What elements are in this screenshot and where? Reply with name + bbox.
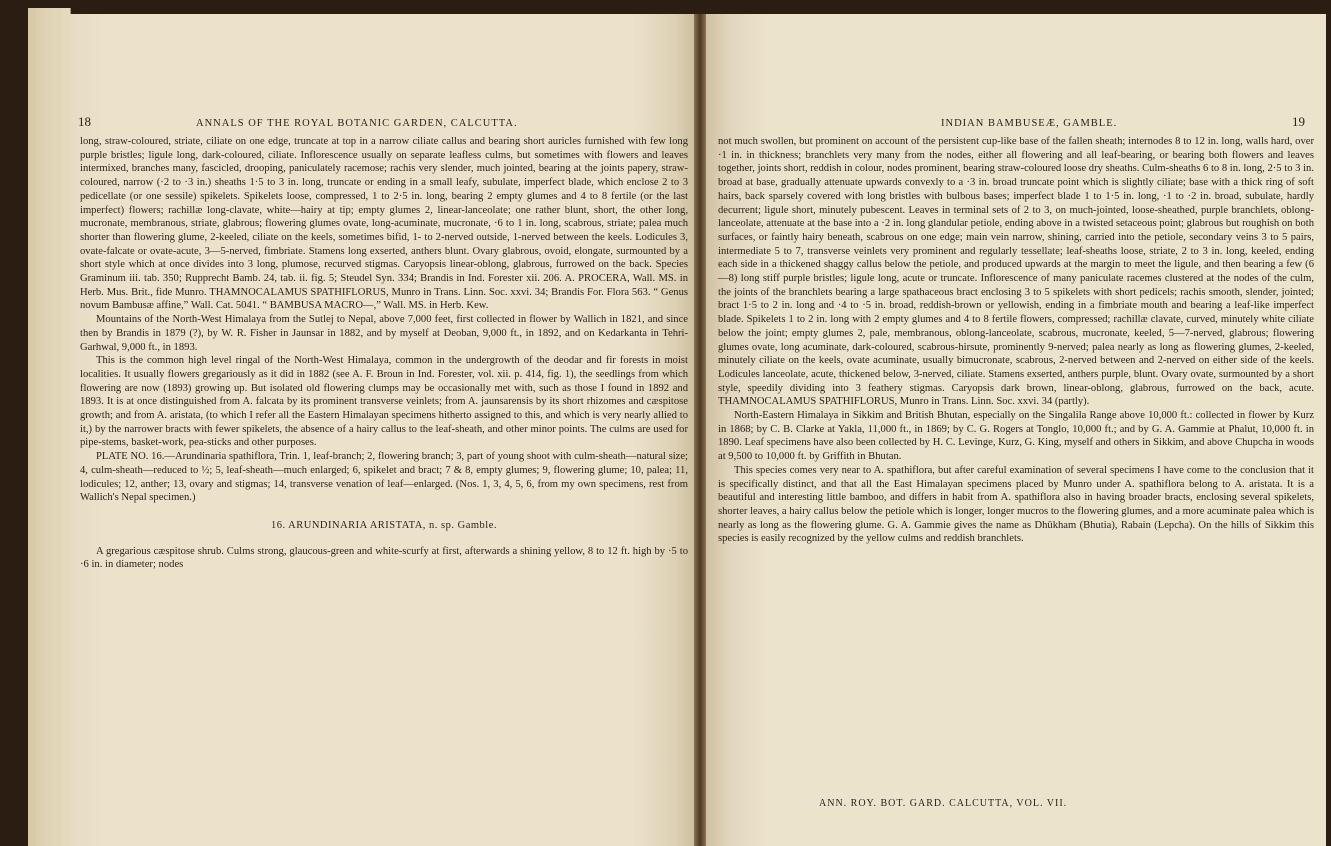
page-body bbox=[718, 135, 1314, 546]
left-page bbox=[70, 14, 694, 846]
paragraph: North-Eastern Himalaya in Sikkim and British Bhutan, especially on the Singalila Range above 10,000 ft.: collected in flower by Kurz in 1868; by C. B. Clarke at Yakla, 11,000 ft., in 1869; by C. G. Rogers at Tonglo, 10,000 ft.; and by G. A. Gammie at Phalut, 10,000 ft. in 1890. Leaf specimens have also been collected by H. C. Levinge, Kurz, G. King, myself and others in Sikkim, and above Chupcha in woods at 9,500 to 10,000 ft. by Griffith in Bhutan. bbox=[718, 410, 1314, 463]
page-body bbox=[80, 135, 688, 572]
paragraph: Mountains of the North-West Himalaya from the Sutlej to Nepal, above 7,000 feet, first collected in flower by Wallich in 1821, and since then by Brandis in 1879 (?), by W. R. Fisher in Jaunsar in 1882, and by myself at Deoban, 9,000 ft., in 1892, and on Kedarkanta in Tehri-Garhwal, 9,000 ft., in 1893. bbox=[80, 314, 688, 353]
paragraph: This is the common high level ringal of the North-West Himalaya, common in the undergrowth of the deodar and fir forests in moist localities. It usually flowers gregariously as it did in 1882 (see A. F. Broun in Ind. Forester, vol. xii. p. 414, fig. 1), the seedlings from which flowering are now (1893) growing up. But isolated old flowering clumps may be occasionally met with, such as those I found in 1892 and 1893. It is at once distinguished from A. falcata by its prominent transverse veinlets; from A. jaunsarensis by its short rhizomes and cæspitose growth; and from A. aristata, (to which I refer all the Eastern Himalayan specimens hitherto assigned to this, and which is very nearly allied to it,) by the narrower bracts with fewer spikelets, the absence of a hairy callus to the leaf-sheath, and other minor points. The culms are used for pipe-stems, basket-work, pea-sticks and other purposes. bbox=[80, 355, 688, 449]
page-number: 18 bbox=[78, 114, 91, 129]
page-number: 19 bbox=[1292, 114, 1305, 129]
paragraph: long, straw-coloured, striate, ciliate on one edge, truncate at top in a narrow ciliate callus and bearing short auricles furnished with few long purple bristles; ligule long, dark-coloured, ciliate. Inflorescence usually on separate leafless culms, but sometimes with flowers and leaves intermixed, branches many, fascicled, drooping, paniculately racemose; rachis very slender, much jointed, bearing at the joints papery, straw-coloured, narrow (·2 to ·3 in.) sheaths 1·5 to 3 in. long, truncate or ending in a small leafy, subulate, imperfect blade, which enclose 2 to 3 pedicellate (or one sessile) spikelets. Spikelets loose, compressed, 1 to 2·5 in. long, bearing 2 empty glumes and 4 to 8 fertile (or the last imperfect) flowers; rachillæ long-clavate, white—hairy at tip; empty glumes 2, linear-lanceolate; one rather blunt, short, the other long, mucronate, membranous, striate, glabrous; flowering glumes ovate, long-acuminate, mucronate, ·6 to 1 in. long, scabrous, striate; palea much shorter than flowering glume, 2-keeled, ciliate on the keels, sometimes bifid, 1- to 2-nerved outside, 1-nerved between the keels. Lodicules 3, ovate-falcate or ovate-acute, 3—5-nerved, fimbriate. Stamens long exserted, anthers blunt. Ovary glabrous, ovoid, elongate, surmounted by a short style which at once divides into 3 long, plumose, recurved stigmas. Caryopsis linear-oblong, glabrous, furrowed on the back. Species Graminum iii. tab. 350; Rupprecht Bamb. 24, tab. ii. fig. 5; Steudel Syn. 334; Brandis in Ind. Forester xii. 206. A. PROCERA, Wall. MS. in Herb. Mus. Brit., fide Munro. THAMNOCALAMUS SPATHIFLORUS, Munro in Trans. Linn. Soc. xxvi. 34; Brandis For. Flora 563. “ Genus novum Bambusæ affine,” Wall. Cat. 5041. “ BAMBUSA MACRO—,” Wall. MS. in Herb. Kew. bbox=[80, 136, 688, 312]
paragraph: This species comes very near to A. spathiflora, but after careful examination of several specimens I have come to the conclusion that it is specifically distinct, and that all the East Himalayan specimens placed by Munro under A. spathiflora belong to A. aristata. It is a beautiful and interesting little bamboo, and differs in habit from A. spathiflora also in having broader bracts, enclosing several spikelets, shorter leaves, a hairy callus below the petiole which is longer, longer mucros to the flowering glumes, and a more acuminate palea which is nearly as long as the flowering glume. G. A. Gammie gives the name as Dhūkham (Bhutia), Rabain (Lepcha). On the hills of Sikkim this species is easily recognized by the yellow culms and reddish branchlets. bbox=[718, 464, 1314, 545]
section-title: 16. ARUNDINARIA ARISTATA, n. sp. Gamble. bbox=[271, 519, 497, 531]
running-header: INDIAN BAMBUSEÆ, GAMBLE. bbox=[941, 118, 1118, 129]
paragraph: not much swollen, but prominent on account of the persistent cup-like base of the fallen sheath; internodes 8 to 12 in. long, walls hard, over ·1 in. in thickness; branchlets very many from the nodes, either all flowering and all leaf-bearing, or bearing both flowers and leaves together, joints short, reddish in colour, nodes prominent, bearing straw-coloured loose dry sheaths. Culm-sheaths 6 to 8 in. long, 2·5 to 3 in. broad at base, gradually attenuate upwards convexly to a ·3 in. broad truncate point which is slightly ciliate; base with a thick ring of soft hairs, back sparsely covered with long bristles with bulbous bases; imperfect blade 1 to 1·5 in. long, ·1 to ·2 in. broad, subulate, hardly decurrent; ligule short, minutely pubescent. Leaves in terminal sets of 2 to 3, on much-jointed, loose-sheathed, purple branchlets, oblong-lanceolate, attenuate at the base into a ·2 in. long glandular petiole, ending above in a twisted setaceous point; glabrous but roughish on both surfaces, or faintly hairy beneath, scabrous on one edge; main vein narrow, shining, carried into the petiole, secondary veins 3 to 5 pairs, intermediate 5 to 7, transverse veinlets very prominent and regularly tessellate; leaf-sheaths loose, striate, 2 to 3 in. long, keeled, ending each side in a thickened shaggy callus below the petiole, and produced upwards at the margin to meet the ligule, and then bearing a few (6—8) long stiff purple bristles; ligule long, acute or truncate. Inflorescence of many paniculate racemes clustered at the nodes of the culm, the joints of the branchlets bearing a large spathaceous bract enclosing 3 to 5 spikelets with short pedicels; rachis smooth, slender, jointed; bract 1·5 to 2 in. long and ·4 to ·5 in. broad, reddish-brown or yellowish, ending in a fimbriate mouth and bearing a leaf-like imperfect blade. Spikelets 1 to 2 in. long with 2 empty glumes and 4 to 8 fertile flowers, compressed; rachillæ clavate, curved, minutely white ciliate below the joint; empty glumes 2, pale, membranous, oblong-lanceolate, scabrous, mucronate, keeled, 5—7-nerved, glabrous; flowering glumes ovate, long acuminate, dark-coloured, scabrous-hirsute, prominently 9-nerved; palea nearly as long as flowering glumes, 2-keeled, minutely ciliate on the keels, ovate acuminate, usually bimucronate, scabrous, 2-nerved between and 2-nerved on either side of the keels. Lodicules lanceolate, acute, thickened below, 3-nerved, ciliate. Stamens exserted, anthers purple, blunt. Ovary ovate, surmounted by a short style, speedily dividing into 3 feathery stigmas. Caryopsis dark brown, linear-oblong, glabrous, furrowed on the back, acute. THAMNOCALAMUS SPATHIFLORUS, Munro in Trans. Linn. Soc. xxvi. 34 (partly). bbox=[718, 136, 1314, 408]
page-footer: ANN. ROY. BOT. GARD. CALCUTTA, VOL. VII. bbox=[819, 798, 1068, 809]
paragraph: A gregarious cæspitose shrub. Culms strong, glaucous-green and white-scurfy at first, afterwards a shining yellow, 8 to 12 ft. high by ·5 to ·6 in. in diameter; nodes bbox=[80, 545, 688, 571]
book-gutter bbox=[694, 14, 706, 846]
plate-caption: PLATE NO. 16.—Arundinaria spathiflora, Trin. 1, leaf-branch; 2, flowering branch; 3, part of young shoot with culm-sheath—natural size; 4, culm-sheath—reduced to ½; 5, leaf-sheath—much enlarged; 6, spikelet and bract; 7 & 8, empty glumes; 9, flowering glume; 10, palea; 11, lodicules; 12, anther; 13, ovary and stigmas; 14, transverse venation of leaf—enlarged. (Nos. 1, 3, 4, 5, 6, from my own specimens, rest from Wallich's Nepal specimen.) bbox=[80, 451, 688, 504]
right-page bbox=[706, 14, 1326, 846]
running-header: ANNALS OF THE ROYAL BOTANIC GARDEN, CALCUTTA. bbox=[196, 118, 518, 129]
